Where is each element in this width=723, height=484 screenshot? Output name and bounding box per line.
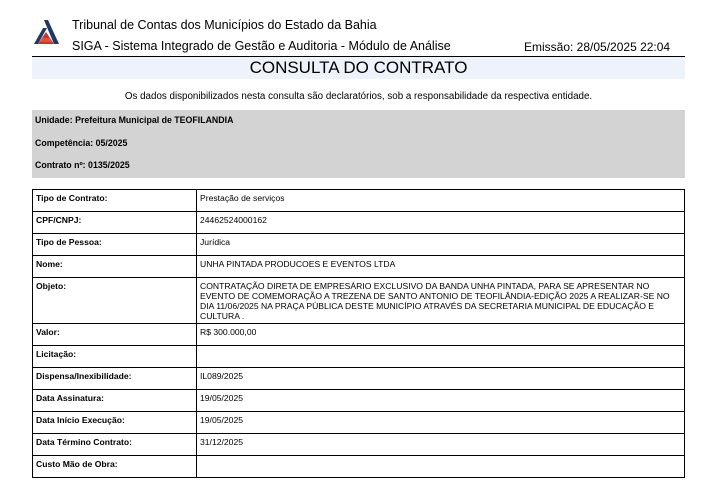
field-label: Data Assinatura: [33, 390, 197, 412]
field-value: Jurídica [197, 234, 685, 256]
table-row [33, 456, 685, 478]
table-row [33, 434, 685, 456]
unit-label: Unidade: Prefeitura Municipal de TEOFILANDIA [35, 115, 234, 125]
competence-label: Competência: 05/2025 [35, 138, 128, 148]
contract-details-table [32, 189, 685, 478]
field-label: Licitação: [33, 346, 197, 368]
field-label: Data Início Execução: [33, 412, 197, 434]
field-value: R$ 300.000,00 [197, 324, 685, 346]
field-label: Nome: [33, 256, 197, 278]
field-label: Tipo de Pessoa: [33, 234, 197, 256]
field-label: Valor: [33, 324, 197, 346]
field-value: 31/12/2025 [197, 434, 685, 456]
field-value: 19/05/2025 [197, 412, 685, 434]
contract-summary [32, 110, 685, 178]
emission-date: Emissão: 28/05/2025 22:04 [524, 40, 671, 54]
org-name: Tribunal de Contas dos Municípios do Estado da Bahia [72, 18, 377, 32]
field-value: CONTRATAÇÃO DIRETA DE EMPRESÁRIO EXCLUSIVO DA BANDA UNHA PINTADA, PARA SE APRESENTAR NO EVENTO DE COMEMORAÇÃO A TREZENA DE SANTO ANTONIO DE TEOFILÂNDIA-EDIÇÃO 2025 A REALIZAR-SE NO DIA 11/06/2025 NA PRAÇA PÚBLICA DESTE MUNICÍPIO ATRAVÉS DA SECRETARIA MUNICIPAL DE EDUCAÇÃO E CULTURA . [197, 278, 685, 324]
contract-number-label: Contrato nº: 0135/2025 [35, 160, 130, 170]
field-label: CPF/CNPJ: [33, 212, 197, 234]
table-row [33, 346, 685, 368]
table-row [33, 190, 685, 212]
tcm-logo-icon [32, 16, 60, 46]
table-row [33, 234, 685, 256]
disclaimer-text: Os dados disponibilizados nesta consulta são declaratórios, sob a responsabilidade da respectiva entidade. [124, 91, 593, 102]
field-value: 24462524000162 [197, 212, 685, 234]
table-row [33, 324, 685, 346]
field-value: Prestação de serviços [197, 190, 685, 212]
system-name: SIGA - Sistema Integrado de Gestão e Auditoria - Módulo de Análise [72, 39, 451, 53]
table-row [33, 278, 685, 324]
field-label: Objeto: [33, 278, 197, 324]
table-row [33, 412, 685, 434]
table-row [33, 368, 685, 390]
field-value [197, 456, 685, 478]
field-label: Dispensa/Inexibilidade: [33, 368, 197, 390]
field-label: Data Término Contrato: [33, 434, 197, 456]
field-label: Custo Mão de Obra: [33, 456, 197, 478]
page-title: CONSULTA DO CONTRATO [32, 56, 685, 79]
field-value: 19/05/2025 [197, 390, 685, 412]
field-label: Tipo de Contrato: [33, 190, 197, 212]
field-value: IL089/2025 [197, 368, 685, 390]
field-value [197, 346, 685, 368]
table-row [33, 390, 685, 412]
table-row [33, 256, 685, 278]
field-value: UNHA PINTADA PRODUCOES E EVENTOS LTDA [197, 256, 685, 278]
table-row [33, 212, 685, 234]
